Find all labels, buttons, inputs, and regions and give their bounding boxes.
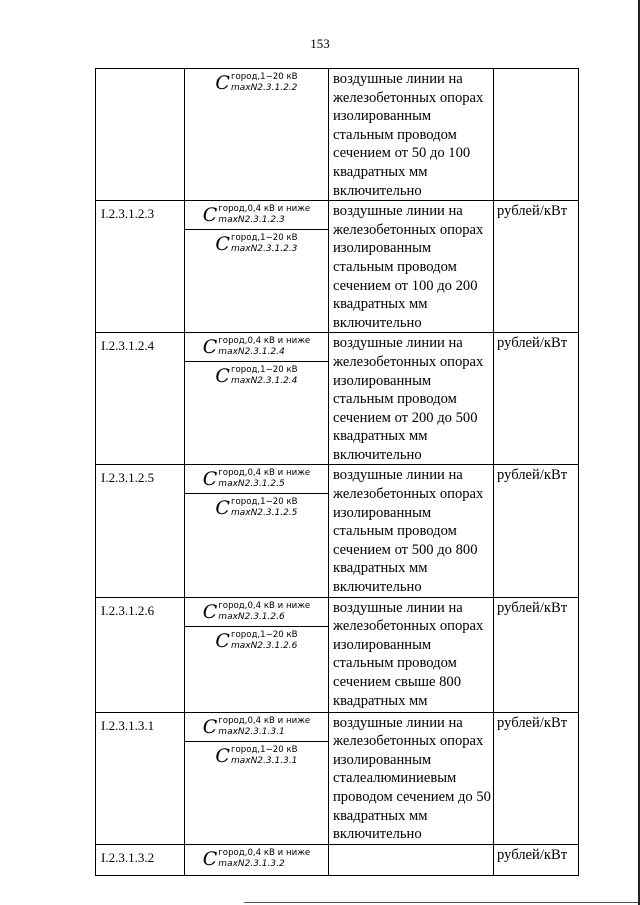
- row-code: I.2.3.1.2.6: [96, 597, 185, 712]
- rate-variable: C город,1−20 кВ maxN2.3.1.2.3: [185, 229, 328, 257]
- rate-variable-superscript: город,0,4 кВ и ниже: [218, 204, 311, 215]
- row-unit: [494, 69, 579, 201]
- rate-variable: C город,0,4 кВ и ниже maxN2.3.1.2.6: [202, 600, 311, 623]
- row-description: [329, 844, 494, 875]
- rate-variables: [185, 201, 329, 333]
- rate-variable: C город,0,4 кВ и ниже maxN2.3.1.2.5: [202, 468, 311, 491]
- rate-variables: [185, 597, 329, 712]
- rate-variable-subscript: maxN2.3.1.2.3: [230, 244, 298, 255]
- rate-variables: [185, 465, 329, 597]
- rate-variable-superscript: город,1−20 кВ: [230, 744, 298, 755]
- rate-variable: C город,0,4 кВ и ниже maxN2.3.1.2.4: [202, 336, 311, 359]
- row-unit: рублей/кВт: [494, 333, 579, 465]
- row-code: [96, 69, 185, 201]
- rate-variable-subscript: maxN2.3.1.2.3: [218, 215, 285, 226]
- rate-variable-subscript: maxN2.3.1.2.5: [230, 508, 298, 519]
- rate-variable-subscript: maxN2.3.1.3.1: [218, 726, 285, 737]
- row-description: воздушные линии на железобетонных опорах изолированным стальным проводом сечением от 500 до 800 квадратных мм включительно: [329, 465, 494, 597]
- rate-variable-subscript: maxN2.3.1.2.6: [218, 611, 285, 622]
- rate-variable-subscript: maxN2.3.1.2.5: [218, 479, 285, 490]
- rate-variables: [185, 333, 329, 465]
- row-description: воздушные линии на железобетонных опорах изолированным стальным проводом сечением от 100 до 200 квадратных мм включительно: [329, 201, 494, 333]
- rate-variable-subscript: maxN2.3.1.3.1: [230, 755, 298, 766]
- rate-variable-subscript: maxN2.3.1.2.4: [218, 347, 285, 358]
- rate-variable-superscript: город,1−20 кВ: [230, 233, 298, 244]
- rate-variable-subscript: maxN2.3.1.3.2: [218, 858, 285, 869]
- rate-variable-superscript: город,1−20 кВ: [230, 497, 298, 508]
- row-unit: рублей/кВт: [494, 465, 579, 597]
- rate-variable-superscript: город,1−20 кВ: [230, 72, 298, 82]
- row-code: I.2.3.1.3.1: [96, 712, 185, 844]
- tariff-table: [95, 68, 579, 876]
- rate-variable-superscript: город,0,4 кВ и ниже: [218, 336, 311, 347]
- table-row: [96, 712, 579, 844]
- row-code: I.2.3.1.2.4: [96, 333, 185, 465]
- row-unit: рублей/кВт: [494, 712, 579, 844]
- row-code: I.2.3.1.3.2: [96, 844, 185, 875]
- table-row: [96, 844, 579, 875]
- rate-variable-superscript: город,0,4 кВ и ниже: [218, 715, 311, 726]
- rate-variable: C город,1−20 кВ maxN2.3.1.2.4: [185, 361, 328, 389]
- rate-variables: [185, 69, 329, 201]
- rate-variable-subscript: maxN2.3.1.2.4: [230, 376, 298, 387]
- rate-variable-superscript: город,0,4 кВ и ниже: [218, 600, 311, 611]
- row-description: воздушные линии на железобетонных опорах изолированным стальным проводом сечением свыше 800 квадратных мм: [329, 597, 494, 712]
- page-number: 153: [310, 36, 330, 51]
- row-unit: рублей/кВт: [494, 844, 579, 875]
- rate-variable-superscript: город,1−20 кВ: [230, 365, 298, 376]
- rate-variable: C город,0,4 кВ и ниже maxN2.3.1.2.3: [202, 204, 311, 227]
- row-description: воздушные линии на железобетонных опорах изолированным стальным проводом сечением от 50 до 100 квадратных мм включительно: [329, 69, 494, 201]
- rate-variable: C город,1−20 кВ maxN2.3.1.2.2: [215, 72, 298, 94]
- row-code: I.2.3.1.2.5: [96, 465, 185, 597]
- row-unit: рублей/кВт: [494, 201, 579, 333]
- row-code: I.2.3.1.2.3: [96, 201, 185, 333]
- rate-variable-superscript: город,0,4 кВ и ниже: [218, 468, 311, 479]
- rate-variable-superscript: город,0,4 кВ и ниже: [218, 847, 311, 858]
- rate-variables: [185, 712, 329, 844]
- table-row: [96, 333, 579, 465]
- rate-variable: C город,0,4 кВ и ниже maxN2.3.1.3.2: [202, 847, 311, 870]
- row-description: воздушные линии на железобетонных опорах изолированным сталеалюминиевым проводом сечением до 50 квадратных мм включительно: [329, 712, 494, 844]
- table-row: [96, 69, 579, 201]
- row-unit: рублей/кВт: [494, 597, 579, 712]
- rate-variable-subscript: maxN2.3.1.2.2: [230, 83, 298, 93]
- rate-variable: C город,1−20 кВ maxN2.3.1.2.6: [185, 626, 328, 654]
- rate-variables: [185, 844, 329, 875]
- rate-variable-subscript: maxN2.3.1.2.6: [230, 640, 298, 651]
- bottom-scan-line: [244, 902, 640, 903]
- table-row: [96, 201, 579, 333]
- tariff-table-body: [96, 69, 579, 876]
- rate-variable: C город,0,4 кВ и ниже maxN2.3.1.3.1: [202, 715, 311, 738]
- table-row: [96, 465, 579, 597]
- row-description: воздушные линии на железобетонных опорах изолированным стальным проводом сечением от 200 до 500 квадратных мм включительно: [329, 333, 494, 465]
- rate-variable: C город,1−20 кВ maxN2.3.1.2.5: [185, 493, 328, 521]
- table-row: [96, 597, 579, 712]
- rate-variable-superscript: город,1−20 кВ: [230, 629, 298, 640]
- rate-variable: C город,1−20 кВ maxN2.3.1.3.1: [185, 741, 328, 769]
